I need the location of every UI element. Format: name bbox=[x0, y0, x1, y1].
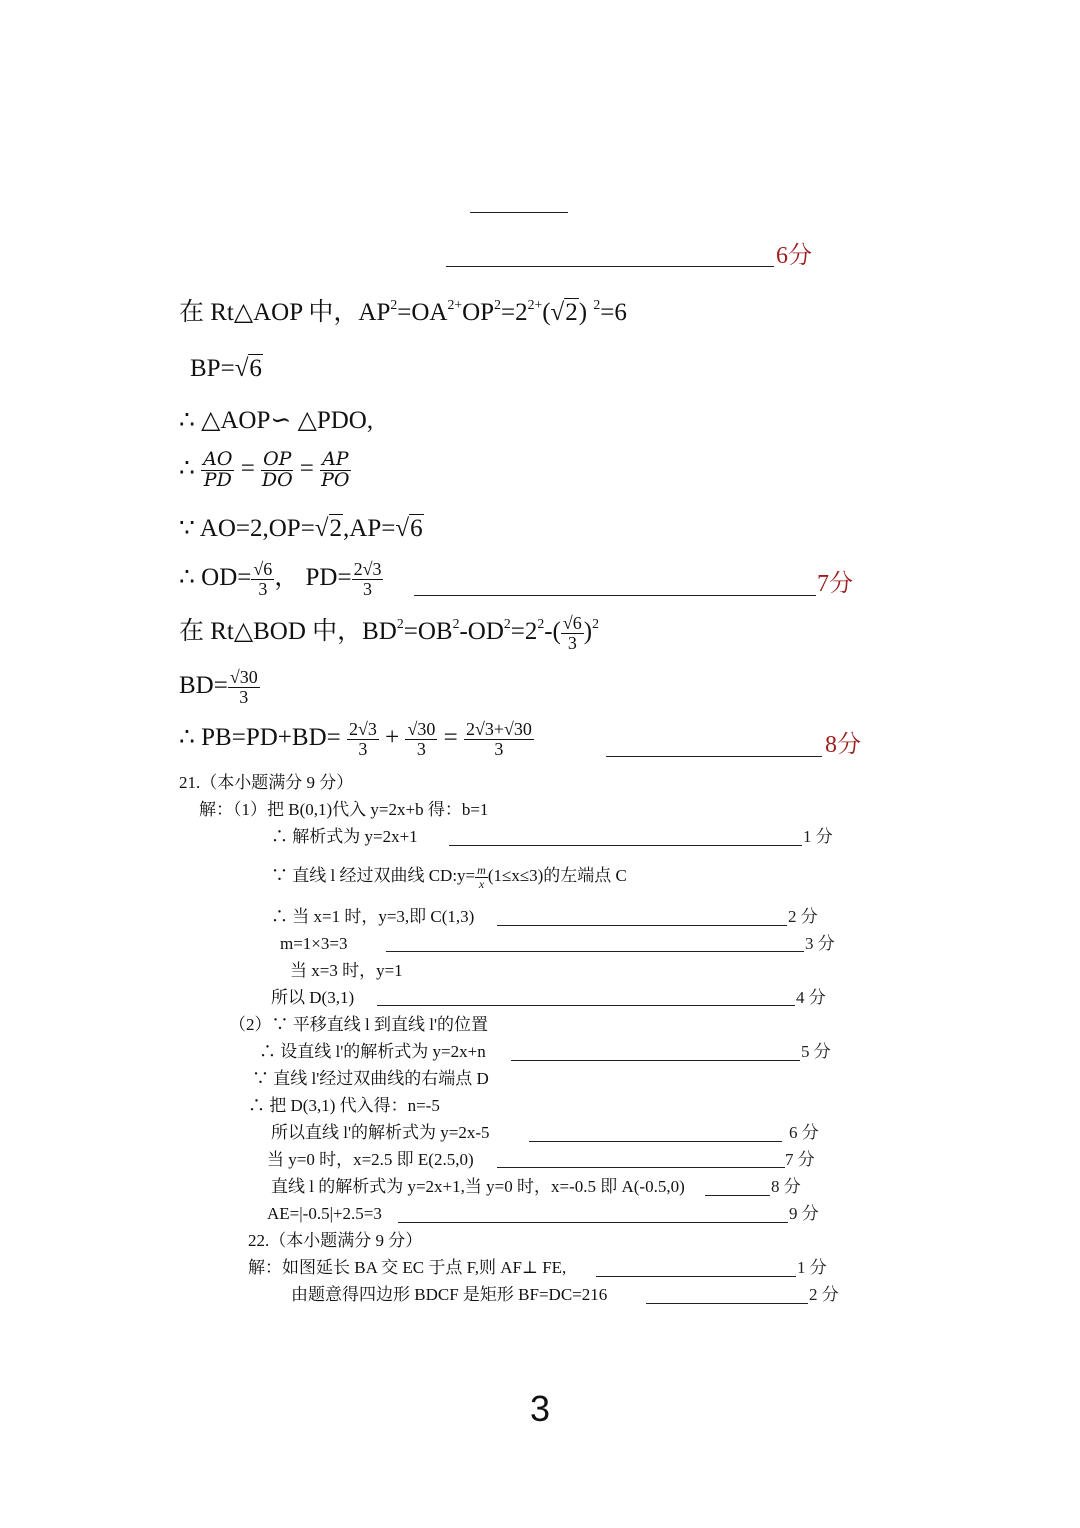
q21-score-4: 4 分 bbox=[796, 988, 826, 1007]
q21-score-1: 1 分 bbox=[803, 827, 833, 846]
q21-score-7: 7 分 bbox=[785, 1150, 815, 1169]
line-ratios: ∴ $\frac{AO}{PD}$ = $\frac{OP}{DO}$ = $\frac{AP}{PO}$ bbox=[179, 448, 350, 491]
q22-rule-1 bbox=[596, 1276, 796, 1277]
score-8: 8分 bbox=[825, 732, 861, 758]
q22-score-2: 2 分 bbox=[809, 1285, 839, 1304]
q21-rule-7 bbox=[497, 1167, 785, 1168]
q21-step-13: 当 y=0 时，x=2.5 即 E(2.5,0) bbox=[267, 1150, 474, 1169]
q21-step-12: 所以直线 l'的解析式为 y=2x-5 bbox=[271, 1123, 490, 1142]
q21-step-14: 直线 l 的解析式为 y=2x+1,当 y=0 时，x=-0.5 即 A(-0.5,0) bbox=[271, 1177, 685, 1196]
line-given-lengths: ∵ AO=2,OP=√2,AP=√6 bbox=[179, 515, 423, 542]
answer-rule-6 bbox=[446, 266, 774, 267]
q21-step-7: 所以 D(3,1) bbox=[271, 988, 355, 1007]
q21-step-5: m=1×3=3 bbox=[280, 934, 348, 953]
q22-step-2: 由题意得四边形 BDCF 是矩形 BF=DC=216 bbox=[291, 1285, 608, 1304]
score-6: 6分 bbox=[776, 243, 812, 269]
q21-step-6: 当 x=3 时，y=1 bbox=[290, 961, 403, 980]
q21-step-8: （2）∵ 平移直线 l 到直线 l'的位置 bbox=[229, 1015, 489, 1034]
line-od-pd: ∴ OD= $\frac{√6}{3}$ ， PD= $\frac{2√3}{3}$ bbox=[179, 559, 382, 599]
answer-rule-7 bbox=[414, 595, 816, 596]
top-short-rule bbox=[470, 212, 568, 213]
score-7: 7分 bbox=[817, 571, 853, 597]
line-pb-sum: ∴ PB=PD+BD= $\frac{2√3}{3}$ + $\frac{√30}{3}$ = $\frac{2√3+√30}{3}$ bbox=[179, 719, 532, 759]
q21-score-6: 6 分 bbox=[789, 1123, 819, 1142]
q21-score-5: 5 分 bbox=[801, 1042, 831, 1061]
q21-rule-1 bbox=[449, 845, 802, 846]
q22-rule-2 bbox=[646, 1303, 808, 1304]
q22-title: 22.（本小题满分 9 分） bbox=[248, 1231, 423, 1250]
q21-rule-9 bbox=[398, 1222, 788, 1223]
q21-score-9: 9 分 bbox=[789, 1204, 819, 1223]
q21-step-15: AE=|-0.5|+2.5=3 bbox=[267, 1204, 382, 1223]
q21-step-2: ∴ 解析式为 y=2x+1 bbox=[271, 827, 418, 846]
q21-score-2: 2 分 bbox=[788, 907, 818, 926]
q21-rule-4 bbox=[377, 1005, 795, 1006]
line-aop-pythagoras: 在 Rt△AOP 中，$AP^2=OA^{2+}OP^2=2^{2+}(√2)$ $^2$=6 bbox=[179, 297, 627, 326]
q22-step-1: 解：如图延长 BA 交 EC 于点 F,则 AF⊥ FE, bbox=[248, 1258, 567, 1277]
q21-step-10: ∵ 直线 l'经过双曲线的右端点 D bbox=[252, 1069, 489, 1088]
q21-rule-3 bbox=[386, 951, 804, 952]
q21-title: 21.（本小题满分 9 分） bbox=[179, 773, 354, 792]
answer-rule-8 bbox=[606, 756, 822, 757]
q21-step-1: 解：（1）把 B(0,1)代入 y=2x+b 得：b=1 bbox=[199, 800, 489, 819]
q21-rule-2 bbox=[497, 925, 787, 926]
q21-rule-8 bbox=[705, 1195, 770, 1196]
line-bp: BP=√6 bbox=[190, 355, 262, 382]
q21-rule-6 bbox=[529, 1141, 782, 1142]
line-bd: BD= $\frac{√30}{3}$ bbox=[179, 667, 258, 707]
q21-score-3: 3 分 bbox=[805, 934, 835, 953]
q21-step-11: ∴ 把 D(3,1) 代入得：n=-5 bbox=[248, 1096, 440, 1115]
line-similar: ∴ △AOP∽ △PDO, bbox=[179, 407, 374, 434]
line-bod-pythagoras: 在 Rt△BOD 中，$BD^2=OB^2-OD^2=2^2-$( $\frac{√6}{3}$ )$^2$ bbox=[179, 613, 599, 653]
q21-step-9: ∴ 设直线 l'的解析式为 y=2x+n bbox=[259, 1042, 486, 1061]
q21-rule-5 bbox=[511, 1060, 800, 1061]
q21-step-4: ∴ 当 x=1 时，y=3,即 C(1,3) bbox=[271, 907, 475, 926]
q21-step-3: ∵ 直线 l 经过双曲线 CD:y= $\frac{m}{x}$ (1≤x≤3)的左端点 C bbox=[271, 863, 627, 891]
q22-score-1: 1 分 bbox=[797, 1258, 827, 1277]
q21-score-8: 8 分 bbox=[771, 1177, 801, 1196]
page-number: 3 bbox=[530, 1388, 551, 1429]
